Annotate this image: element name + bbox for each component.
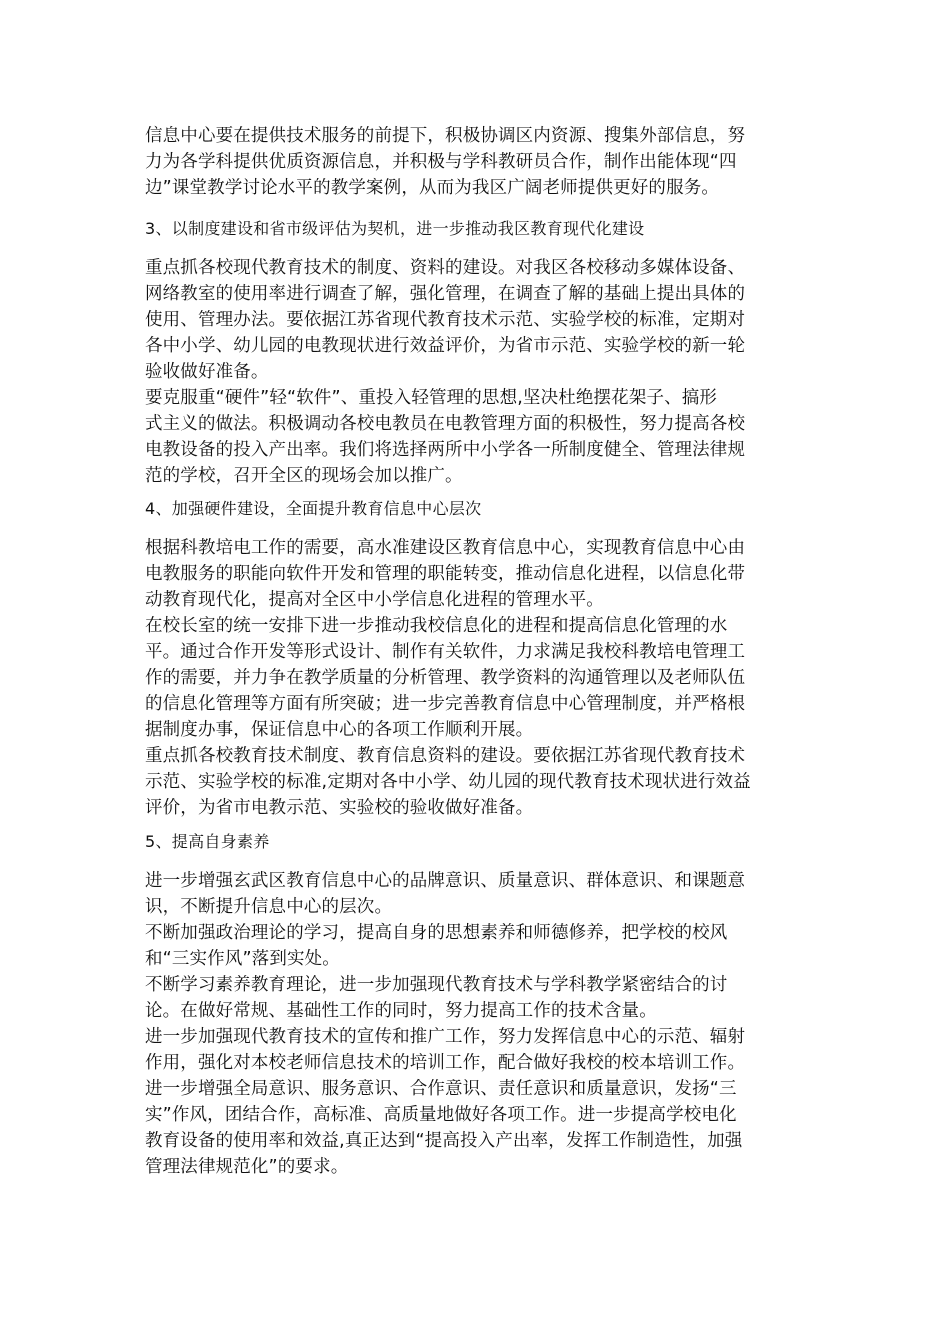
section-heading-3: 3、以制度建设和省市级评估为契机，进一步推动我区教育现代化建设 bbox=[145, 219, 645, 238]
paragraph-overcome-hardware-bias: 要克服重“硬件”轻“软件”、重投入轻管理的思想,坚决杜绝摆花架子、搞形 式主义的做法。积极调动各校电教员在电教管理方面的积极性，努力提高各校 电教设备的投入产出率。我们将选择两所中小学各一所制度健全、管理法律规 范的学校，召开全区的现场会加以推广。 bbox=[145, 388, 746, 486]
paragraph-brand-awareness: 进一步增强玄武区教育信息中心的品牌意识、质量意识、群体意识、和课题意 识，不断提升信息中心的层次。 bbox=[145, 871, 746, 917]
paragraph-build-info-center: 根据科教培电工作的需要，高水准建设区教育信息中心，实现教育信息中心由 电教服务的职能向软件开发和管理的职能转变，推动信息化进程，以信息化带 动教育现代化，提高对全区中小学信息化进程的管理水平。 bbox=[145, 538, 746, 610]
paragraph-education-theory: 不断学习素养教育理论，进一步加强现代教育技术与学科教学紧密结合的讨 论。在做好常规、基础性工作的同时，努力提高工作的技术含量。 bbox=[145, 975, 728, 1021]
paragraph-principal-arrangement: 在校长室的统一安排下进一步推动我校信息化的进程和提高信息化管理的水 平。通过合作开发等形式设计、制作有关软件，力求满足我校科教培电管理工 作的需要，并力争在教学质量的分析管理、教学资料的沟通管理以及老师队伍 的信息化管理等方面有所突破；进一步完善教育信息中心管理制度，并严格根 据制度办事，保证信息中心的各项工作顺利开展。 bbox=[145, 616, 746, 740]
paragraph-overall-awareness: 进一步增强全局意识、服务意识、合作意识、责任意识和质量意识，发扬“三 实”作风，团结合作，高标准、高质量地做好各项工作。进一步提高学校电化 教育设备的使用率和效益,真正达到“提高投入产出率，发挥工作制造性，加强 管理法律规范化”的要求。 bbox=[145, 1079, 743, 1177]
paragraph-promotion-work: 进一步加强现代教育技术的宣传和推广工作，努力发挥信息中心的示范、辐射 作用，强化对本校老师信息技术的培训工作，配合做好我校的校本培训工作。 bbox=[145, 1027, 746, 1073]
paragraph-system-construction: 重点抓各校现代教育技术的制度、资料的建设。对我区各校移动多媒体设备、 网络教室的使用率进行调查了解，强化管理，在调查了解的基础上提出具体的 使用、管理办法。要依据江苏省现代教育技术示范、实验学校的标准，定期对 各中小学、幼儿园的电教现状进行效益评价，为省市示范、实验学校的新一轮 验收做好准备。 bbox=[145, 258, 746, 382]
paragraph-info-resources: 重点抓各校教育技术制度、教育信息资料的建设。要依据江苏省现代教育技术 示范、实验学校的标准,定期对各中小学、幼儿园的现代教育技术现状进行效益 评价，为省市电教示范、实验校的验收做好准备。 bbox=[145, 746, 751, 818]
paragraph-info-center-service: 信息中心要在提供技术服务的前提下，积极协调区内资源、搜集外部信息，努 力为各学科提供优质资源信息，并积极与学科教研员合作，制作出能体现“四 边”课堂教学讨论水平的教学案例，从而为我区广阔老师提供更好的服务。 bbox=[145, 126, 746, 198]
section-heading-4: 4、加强硬件建设，全面提升教育信息中心层次 bbox=[145, 499, 482, 518]
section-heading-5: 5、提高自身素养 bbox=[145, 832, 270, 851]
paragraph-political-theory: 不断加强政治理论的学习，提高自身的思想素养和师德修养，把学校的校风 和“三实作风”落到实处。 bbox=[145, 923, 728, 969]
